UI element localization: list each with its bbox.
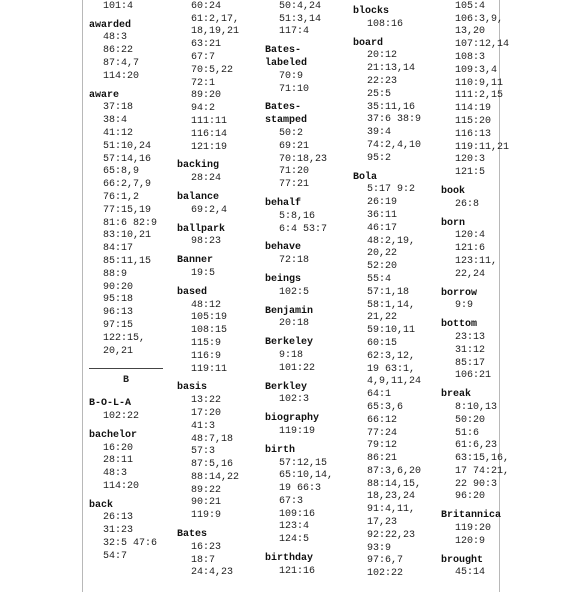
page-reference: 57:14,16 <box>103 153 152 165</box>
page-reference: 35:11,16 <box>367 101 416 113</box>
index-term: aware <box>89 89 120 101</box>
index-term: brought <box>441 554 484 566</box>
page-reference: 106:3,9, <box>455 13 504 25</box>
page-reference: 36:11 <box>367 209 398 221</box>
page-reference: 110:9,11 <box>455 77 504 89</box>
index-term: biography <box>265 413 320 425</box>
page-reference: 119:9 <box>191 510 222 522</box>
page-reference: 88:14,15, <box>367 478 422 490</box>
page-reference: 4,9,11,24 <box>367 376 422 388</box>
page-reference: 21:13,14 <box>367 63 416 75</box>
page-reference: 20:12 <box>367 50 398 62</box>
page-reference: 120:3 <box>455 154 486 166</box>
page-reference: 84:17 <box>103 243 134 255</box>
section-divider <box>89 368 163 369</box>
page-reference: 89:22 <box>191 484 222 496</box>
page-reference: 48:3 <box>103 32 128 44</box>
page-reference: 24:4,23 <box>191 567 234 579</box>
page-reference: 71:20 <box>279 166 310 178</box>
page-reference: 67:7 <box>191 51 216 63</box>
page-reference: 105:19 <box>191 312 228 324</box>
page-reference: 41:3 <box>191 420 216 432</box>
page-reference: 5:8,16 <box>279 210 316 222</box>
page-reference: 77:21 <box>279 179 310 191</box>
page-reference: 19 66:3 <box>279 483 322 495</box>
page-reference: 61:2,17, <box>191 13 240 25</box>
page-reference: 102:22 <box>367 568 404 580</box>
page-reference: 17 74:21, <box>455 465 510 477</box>
index-term: Britannica <box>441 510 502 522</box>
page-reference: 63:21 <box>191 39 222 51</box>
page-reference: 121:16 <box>279 565 316 577</box>
page-reference: 41:12 <box>103 127 134 139</box>
page-reference: 81:6 82:9 <box>103 217 158 229</box>
page-reference: 61:6,23 <box>455 440 498 452</box>
index-term: Banner <box>177 255 214 267</box>
index-term: Bates- stamped <box>265 102 308 127</box>
page-reference: 31:23 <box>103 525 134 537</box>
page-reference: 120:9 <box>455 535 486 547</box>
page-reference: 23:13 <box>455 331 486 343</box>
page-reference: 46:17 <box>367 222 398 234</box>
page-reference: 13:22 <box>191 395 222 407</box>
index-term: bottom <box>441 319 478 331</box>
page-reference: 108:15 <box>191 325 228 337</box>
index-term: break <box>441 389 472 401</box>
page-reference: 26:19 <box>367 197 398 209</box>
page-reference: 22,24 <box>455 268 486 280</box>
page-reference: 116:9 <box>191 350 222 362</box>
index-term: blocks <box>353 6 390 17</box>
page-reference: 121:5 <box>455 167 486 179</box>
page-reference: 114:20 <box>103 480 140 492</box>
page-reference: 102:5 <box>279 286 310 298</box>
page-reference: 38:4 <box>103 115 128 127</box>
page-reference: 37:6 38:9 <box>367 114 422 126</box>
index-term: balance <box>177 191 220 203</box>
page-reference: 105:4 <box>455 0 486 12</box>
index-term: borrow <box>441 287 478 299</box>
page-reference: 123:11, <box>455 255 498 267</box>
page-reference: 95:2 <box>367 152 392 164</box>
index-term: bachelor <box>89 429 138 441</box>
page-reference: 51:6 <box>455 427 480 439</box>
page-reference: 22 90:3 <box>455 478 498 490</box>
page-reference: 59:10,11 <box>367 325 416 337</box>
page-reference: 13,20 <box>455 26 486 38</box>
page-reference: 32:5 47:6 <box>103 538 158 550</box>
index-term: Bola <box>353 171 378 183</box>
page-reference: 62:3,12, <box>367 350 416 362</box>
page-reference: 52:20 <box>367 261 398 273</box>
page-reference: 19 63:1, <box>367 363 416 375</box>
page-reference: 119:11 <box>191 363 228 375</box>
page-reference: 87:4,7 <box>103 57 140 69</box>
page-reference: 89:20 <box>191 90 222 102</box>
page-reference: 86:21 <box>367 453 398 465</box>
index-page <box>82 0 510 592</box>
page-reference: 6:4 53:7 <box>279 223 328 235</box>
page-reference: 9:9 <box>455 300 474 312</box>
page-reference: 95:18 <box>103 294 134 306</box>
page-reference: 18:7 <box>191 554 216 566</box>
page-reference: 26:13 <box>103 512 134 524</box>
page-reference: 85:17 <box>455 357 486 369</box>
page-reference: 28:11 <box>103 455 134 467</box>
page-reference: 86:22 <box>103 45 134 57</box>
index-column-4 <box>353 0 439 581</box>
page-reference: 51:3,14 <box>279 13 322 25</box>
page-reference: 20,21 <box>103 345 134 357</box>
page-reference: 72:1 <box>191 77 216 89</box>
page-reference: 65:10,14, <box>279 470 334 482</box>
page-reference: 114:20 <box>103 70 140 82</box>
page-reference: 88:14,22 <box>191 471 240 483</box>
index-term: Benjamin <box>265 305 314 317</box>
index-term: ballpark <box>177 223 226 235</box>
index-term: awarded <box>89 19 132 31</box>
page-reference: 16:23 <box>191 541 222 553</box>
page-reference: 8:10,13 <box>455 401 498 413</box>
page-reference: 77:24 <box>367 427 398 439</box>
index-column-1 <box>89 0 175 564</box>
page-reference: 109:3,4 <box>455 64 498 76</box>
page-reference: 48:12 <box>191 299 222 311</box>
page-reference: 60:24 <box>191 0 222 12</box>
page-reference: 63:15,16, <box>455 453 510 465</box>
page-reference: 50:20 <box>455 414 486 426</box>
page-reference: 91:4,11, <box>367 504 416 516</box>
page-reference: 21,22 <box>367 312 398 324</box>
page-reference: 37:18 <box>103 102 134 114</box>
page-reference: 119:11,21 <box>455 141 510 153</box>
page-reference: 114:19 <box>455 103 492 115</box>
page-reference: 92:22,23 <box>367 529 416 541</box>
page-reference: 122:15, <box>103 332 146 344</box>
page-reference: 48:2,19, <box>367 235 416 247</box>
page-reference: 70:18,23 <box>279 153 328 165</box>
page-reference: 93:9 <box>367 542 392 554</box>
page-reference: 107:12,14 <box>455 39 510 51</box>
page-reference: 50:2 <box>279 127 304 139</box>
page-reference: 97:15 <box>103 319 134 331</box>
page-reference: 116:14 <box>191 128 228 140</box>
index-term: beings <box>265 273 302 285</box>
page-reference: 108:16 <box>367 18 404 30</box>
index-term: Bates <box>177 529 208 541</box>
index-column-3 <box>265 0 351 579</box>
page-reference: 65:8,9 <box>103 166 140 178</box>
page-reference: 119:19 <box>279 425 316 437</box>
page-reference: 20:18 <box>279 318 310 330</box>
page-reference: 45:14 <box>455 567 486 579</box>
page-reference: 28:24 <box>191 173 222 185</box>
page-reference: 67:3 <box>279 495 304 507</box>
page-reference: 55:4 <box>367 273 392 285</box>
page-reference: 90:20 <box>103 281 134 293</box>
page-reference: 58:1,14, <box>367 299 416 311</box>
page-reference: 70:5,22 <box>191 64 234 76</box>
page-reference: 87:5,16 <box>191 459 234 471</box>
index-term: backing <box>177 160 220 172</box>
page-reference: 115:9 <box>191 337 222 349</box>
page-reference: 48:3 <box>103 468 128 480</box>
page-reference: 109:16 <box>279 508 316 520</box>
page-reference: 66:2,7,9 <box>103 179 152 191</box>
page-reference: 71:10 <box>279 83 310 95</box>
index-term: birthday <box>265 553 314 565</box>
page-reference: 90:21 <box>191 497 222 509</box>
index-term: book <box>441 185 466 197</box>
page-reference: 117:4 <box>279 26 310 38</box>
page-reference: 69:2,4 <box>191 204 228 216</box>
section-letter: B <box>122 375 129 387</box>
index-term: back <box>89 499 114 511</box>
page-reference: 20,22 <box>367 248 398 260</box>
index-term: behalf <box>265 197 302 209</box>
page-reference: 79:12 <box>367 440 398 452</box>
page-reference: 98:23 <box>191 236 222 248</box>
page-reference: 94:2 <box>191 103 216 115</box>
index-term: birth <box>265 444 296 456</box>
page-reference: 124:5 <box>279 534 310 546</box>
page-reference: 48:7,18 <box>191 433 234 445</box>
page-reference: 96:13 <box>103 307 134 319</box>
page-reference: 39:4 <box>367 127 392 139</box>
page-reference: 106:21 <box>455 370 492 382</box>
index-term: Berkley <box>265 381 308 393</box>
page-reference: 60:15 <box>367 337 398 349</box>
page-reference: 25:5 <box>367 88 392 100</box>
page-reference: 101:4 <box>103 0 134 12</box>
page-reference: 26:8 <box>455 198 480 210</box>
page-reference: 119:20 <box>455 523 492 535</box>
index-term: born <box>441 217 466 229</box>
page-reference: 101:22 <box>279 362 316 374</box>
index-column-5 <box>441 0 527 580</box>
page-reference: 31:12 <box>455 344 486 356</box>
page-reference: 64:1 <box>367 389 392 401</box>
page-reference: 57:12,15 <box>279 457 328 469</box>
page-reference: 83:10,21 <box>103 230 152 242</box>
index-term: Berkeley <box>265 337 314 349</box>
page-reference: 16:20 <box>103 442 134 454</box>
page-reference: 50:4,24 <box>279 0 322 12</box>
page-reference: 121:6 <box>455 243 486 255</box>
page-reference: 74:2,4,10 <box>367 139 422 151</box>
page-reference: 108:3 <box>455 51 486 63</box>
page-reference: 102:22 <box>103 410 140 422</box>
page-reference: 77:15,19 <box>103 204 152 216</box>
index-term: basis <box>177 382 208 394</box>
page-reference: 9:18 <box>279 349 304 361</box>
page-reference: 111:11 <box>191 115 228 127</box>
index-term: board <box>353 37 384 49</box>
index-term: behave <box>265 242 302 254</box>
index-term: based <box>177 286 208 298</box>
page-reference: 17:20 <box>191 407 222 419</box>
page-reference: 102:3 <box>279 394 310 406</box>
page-reference: 22:23 <box>367 75 398 87</box>
page-reference: 97:6,7 <box>367 555 404 567</box>
page-reference: 70:9 <box>279 70 304 82</box>
page-reference: 87:3,6,20 <box>367 465 422 477</box>
index-term: Bates- labeled <box>265 45 308 69</box>
page-reference: 120:4 <box>455 230 486 242</box>
page-reference: 85:11,15 <box>103 255 152 267</box>
page-reference: 123:4 <box>279 521 310 533</box>
page-reference: 72:18 <box>279 255 310 267</box>
page-reference: 18,23,24 <box>367 491 416 503</box>
page-reference: 18,19,21 <box>191 26 240 38</box>
page-reference: 51:10,24 <box>103 140 152 152</box>
page-reference: 57:1,18 <box>367 286 410 298</box>
page-reference: 88:9 <box>103 268 128 280</box>
page-reference: 17,23 <box>367 517 398 529</box>
index-term: B-O-L-A <box>89 398 132 410</box>
page-reference: 19:5 <box>191 267 216 279</box>
page-reference: 57:3 <box>191 446 216 458</box>
page-reference: 76:1,2 <box>103 191 140 203</box>
page-reference: 69:21 <box>279 140 310 152</box>
page-reference: 96:20 <box>455 491 486 503</box>
page-reference: 54:7 <box>103 550 128 562</box>
index-column-2 <box>177 0 263 580</box>
page-reference: 5:17 9:2 <box>367 184 416 196</box>
page-reference: 121:19 <box>191 141 228 153</box>
page-reference: 66:12 <box>367 414 398 426</box>
page-reference: 111:2,15 <box>455 90 504 102</box>
page-reference: 116:13 <box>455 128 492 140</box>
page-reference: 65:3,6 <box>367 401 404 413</box>
page-reference: 115:20 <box>455 115 492 127</box>
